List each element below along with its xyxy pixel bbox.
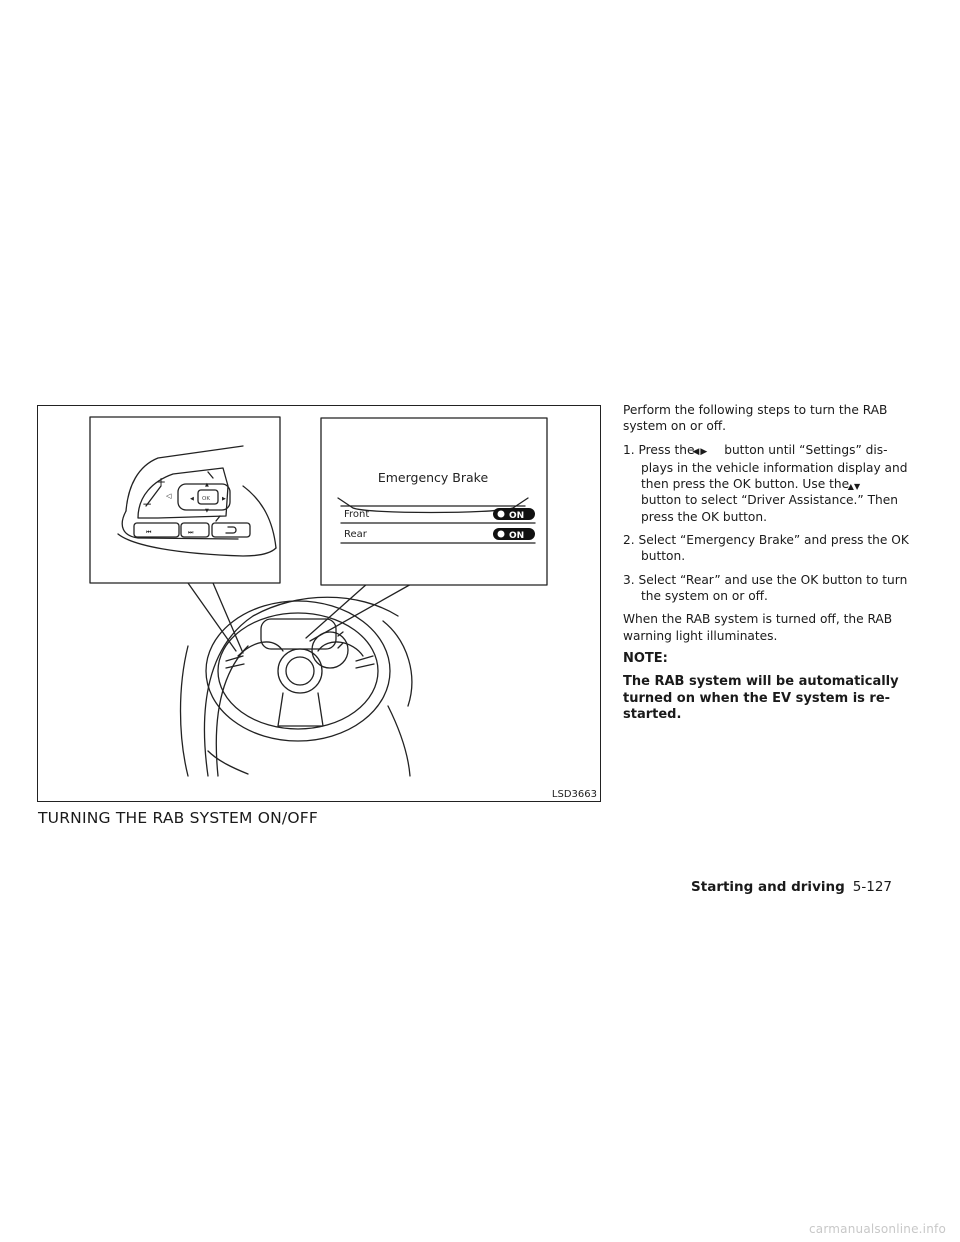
display-row-front-label: Front xyxy=(344,509,370,520)
footer-section: Starting and driving xyxy=(691,879,845,895)
steering-wheel-illustration xyxy=(38,406,602,803)
rear-toggle-state: ON xyxy=(509,531,525,541)
page-number: 5-127 xyxy=(852,879,892,895)
body-text xyxy=(623,402,909,731)
step-1-text-c: button to select “Driver Assistance.” Then press the OK button. xyxy=(641,493,898,524)
step-1-text-a: Press the xyxy=(638,442,695,457)
up-arrow-icon: ▲ xyxy=(205,482,209,488)
rear-on-toggle xyxy=(493,528,535,541)
step-1-number: 1. xyxy=(623,442,635,457)
intro-paragraph: Perform the following steps to turn the RAB system on or off. xyxy=(623,403,888,434)
step-2: 2. Select “Emergency Brake” and press the OK button. xyxy=(623,533,909,564)
up-down-button-icon: ▲▼ xyxy=(847,482,861,492)
step-1 xyxy=(623,442,909,525)
plus-label: + xyxy=(156,475,167,489)
minus-label: − xyxy=(142,497,153,511)
down-arrow-icon: ▼ xyxy=(205,508,209,514)
right-arrow-icon: ▶ xyxy=(222,496,226,502)
prev-track-icon: ⏮ xyxy=(146,529,152,536)
note-title: NOTE: xyxy=(623,650,668,666)
step-1-text-b: button until “Settings” dis- plays in the vehicle information display and then press the OK button. Use the xyxy=(641,442,908,492)
illustration-figure xyxy=(37,405,601,802)
volume-icon: ◁ xyxy=(166,492,172,500)
front-on-toggle xyxy=(493,508,535,521)
display-row-rear-label: Rear xyxy=(344,529,367,540)
page-footer xyxy=(691,879,892,895)
display-title: Emergency Brake xyxy=(377,470,489,485)
ok-label: OK xyxy=(202,496,210,502)
after-paragraph: When the RAB system is turned off, the RAB warning light illuminates. xyxy=(623,612,893,643)
left-arrow-icon: ◀ xyxy=(190,496,194,502)
next-track-icon: ⏭ xyxy=(188,529,194,536)
front-toggle-state: ON xyxy=(509,511,525,521)
figure-code: LSD3663 xyxy=(551,789,597,800)
watermark: carmanualsonline.info xyxy=(809,1222,946,1236)
step-3: 3. Select “Rear” and use the OK button to turn the system on or off. xyxy=(623,572,908,603)
note-text: The RAB system will be automatically turned on when the EV system is re- started. xyxy=(623,674,899,723)
left-right-button-icon: ◀▶ xyxy=(692,446,709,457)
section-title: TURNING THE RAB SYSTEM ON/OFF xyxy=(38,809,318,827)
